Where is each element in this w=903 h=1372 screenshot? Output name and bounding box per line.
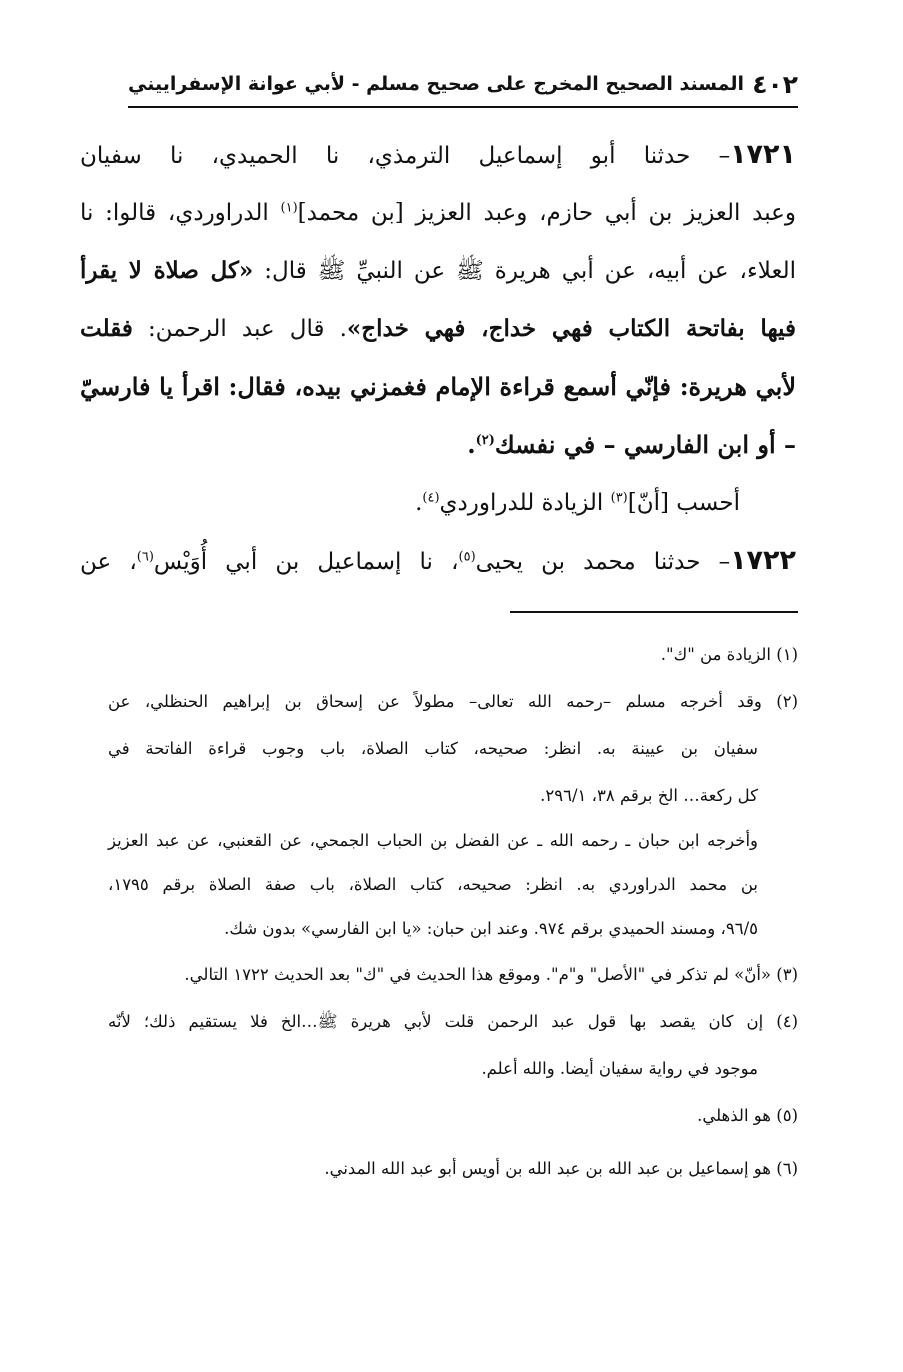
text-run: . قال عبد الرحمن: xyxy=(132,316,347,342)
hadith-matn: فيها بفاتحة الكتاب فهي خداج، فهي خداج» xyxy=(346,315,796,342)
text-run: أحسب [أنّ] xyxy=(627,490,740,516)
hadith-1721-line-2 xyxy=(80,184,796,242)
page-number: ٤٠٢ xyxy=(752,69,798,99)
text-run: – حدثنا أبو إسماعيل الترمذي، نا الحميدي، نا سفيان xyxy=(80,143,731,169)
running-title: المسند الصحيح المخرج على صحيح مسلم - لأبي عوانة الإسفراييني xyxy=(128,73,744,95)
hadith-1721-line-6 xyxy=(80,416,796,474)
text-run: الدراوردي، قالوا: نا xyxy=(80,200,281,226)
hadith-number-1721: ١٧٢١ xyxy=(730,139,796,170)
footnotes xyxy=(108,631,798,1192)
text-run: . xyxy=(415,490,423,516)
hadith-1721-line-3 xyxy=(80,242,796,300)
bold-text: فقلت xyxy=(80,315,133,342)
text-run: ، عن xyxy=(80,549,137,575)
footnote-2-line-5: بن محمد الدراوردي به. انظر: صحيحه، كتاب الصلاة، باب صفة الصلاة برقم ١٧٩٥، xyxy=(108,875,758,894)
page-header xyxy=(128,62,798,108)
text-run: وعبد العزيز بن أبي حازم، وعبد العزيز [بن محمد] xyxy=(297,200,796,226)
hadith-1722-line-1 xyxy=(80,532,796,590)
text-run: ، نا إسماعيل بن أبي أُوَيْس xyxy=(153,549,459,575)
footnote-2-line-4: وأخرجه ابن حبان ـ رحمه الله ـ عن الفضل بن الحباب الجمحي، عن القعنبي، عن عبد العزيز xyxy=(108,831,758,850)
text-run: – حدثنا محمد بن يحيى xyxy=(475,549,731,575)
hadith-1721-comment xyxy=(80,474,796,532)
main-text xyxy=(80,126,796,590)
footnote-4-line-2: موجود في رواية سفيان أيضا. والله أعلم. xyxy=(481,1059,758,1078)
footnote-2-line-6: ٩٦/٥، ومسند الحميدي برقم ٩٧٤. وعند ابن حبان: «يا ابن الفارسي» بدون شك. xyxy=(224,919,758,938)
hadith-1721-line-1 xyxy=(80,126,796,184)
hadith-1721-line-4 xyxy=(80,300,796,358)
text-run: – أو ابن الفارسي – في نفسك xyxy=(494,430,796,459)
footnote-ref-4[interactable]: (٤) xyxy=(422,490,440,506)
footnote-1: (١) الزيادة من "ك". xyxy=(660,645,798,664)
footnote-separator xyxy=(510,611,798,613)
footnote-2-line-3: كل ركعة… الخ برقم ٣٨، ٢٩٦/١. xyxy=(540,786,758,805)
text-run: . xyxy=(467,430,476,459)
hadith-1721-line-5: لأبي هريرة: فإنّي أسمع قراءة الإمام فغمزني بيده، فقال: اقرأ يا فارسيّ xyxy=(80,372,796,401)
footnote-4-line-1: (٤) إن كان يقصد بها قول عبد الرحمن قلت لأبي هريرة ﷺ…الخ فلا يستقيم ذلك؛ لأنّه xyxy=(108,1012,798,1031)
footnote-ref-5[interactable]: (٥) xyxy=(458,549,476,565)
footnote-ref-6[interactable]: (٦) xyxy=(136,549,154,565)
footnote-3: (٣) «أنّ» لم تذكر في "الأصل" و"م". وموقع هذا الحديث في "ك" بعد الحديث ١٧٢٢ التالي. xyxy=(184,965,798,984)
footnote-2-line-2: سفيان بن عيينة به. انظر: صحيحه، كتاب الصلاة، باب وجوب قراءة الفاتحة في xyxy=(108,739,758,758)
footnote-6: (٦) هو إسماعيل بن عبد الله بن عبد الله بن أويس أبو عبد الله المدني. xyxy=(324,1159,798,1178)
hadith-number-1722: ١٧٢٢ xyxy=(730,545,796,576)
text-run: العلاء، عن أبيه، عن أبي هريرة ﷺ عن النبيِّ ﷺ قال: xyxy=(253,258,796,284)
footnote-2-line-1: (٢) وقد أخرجه مسلم –رحمه الله تعالى– مطولاً عن إسحاق بن إبراهيم الحنظلي، عن xyxy=(108,692,798,711)
footnote-5: (٥) هو الذهلي. xyxy=(697,1106,798,1125)
text-run: الزيادة للدراوردي xyxy=(439,490,611,516)
hadith-matn: «كل صلاة لا يقرأ xyxy=(80,257,254,284)
footnote-ref-2[interactable]: (٢) xyxy=(475,433,495,448)
footnote-ref-1[interactable]: (١) xyxy=(280,200,298,216)
footnote-ref-3[interactable]: (٣) xyxy=(610,490,628,506)
